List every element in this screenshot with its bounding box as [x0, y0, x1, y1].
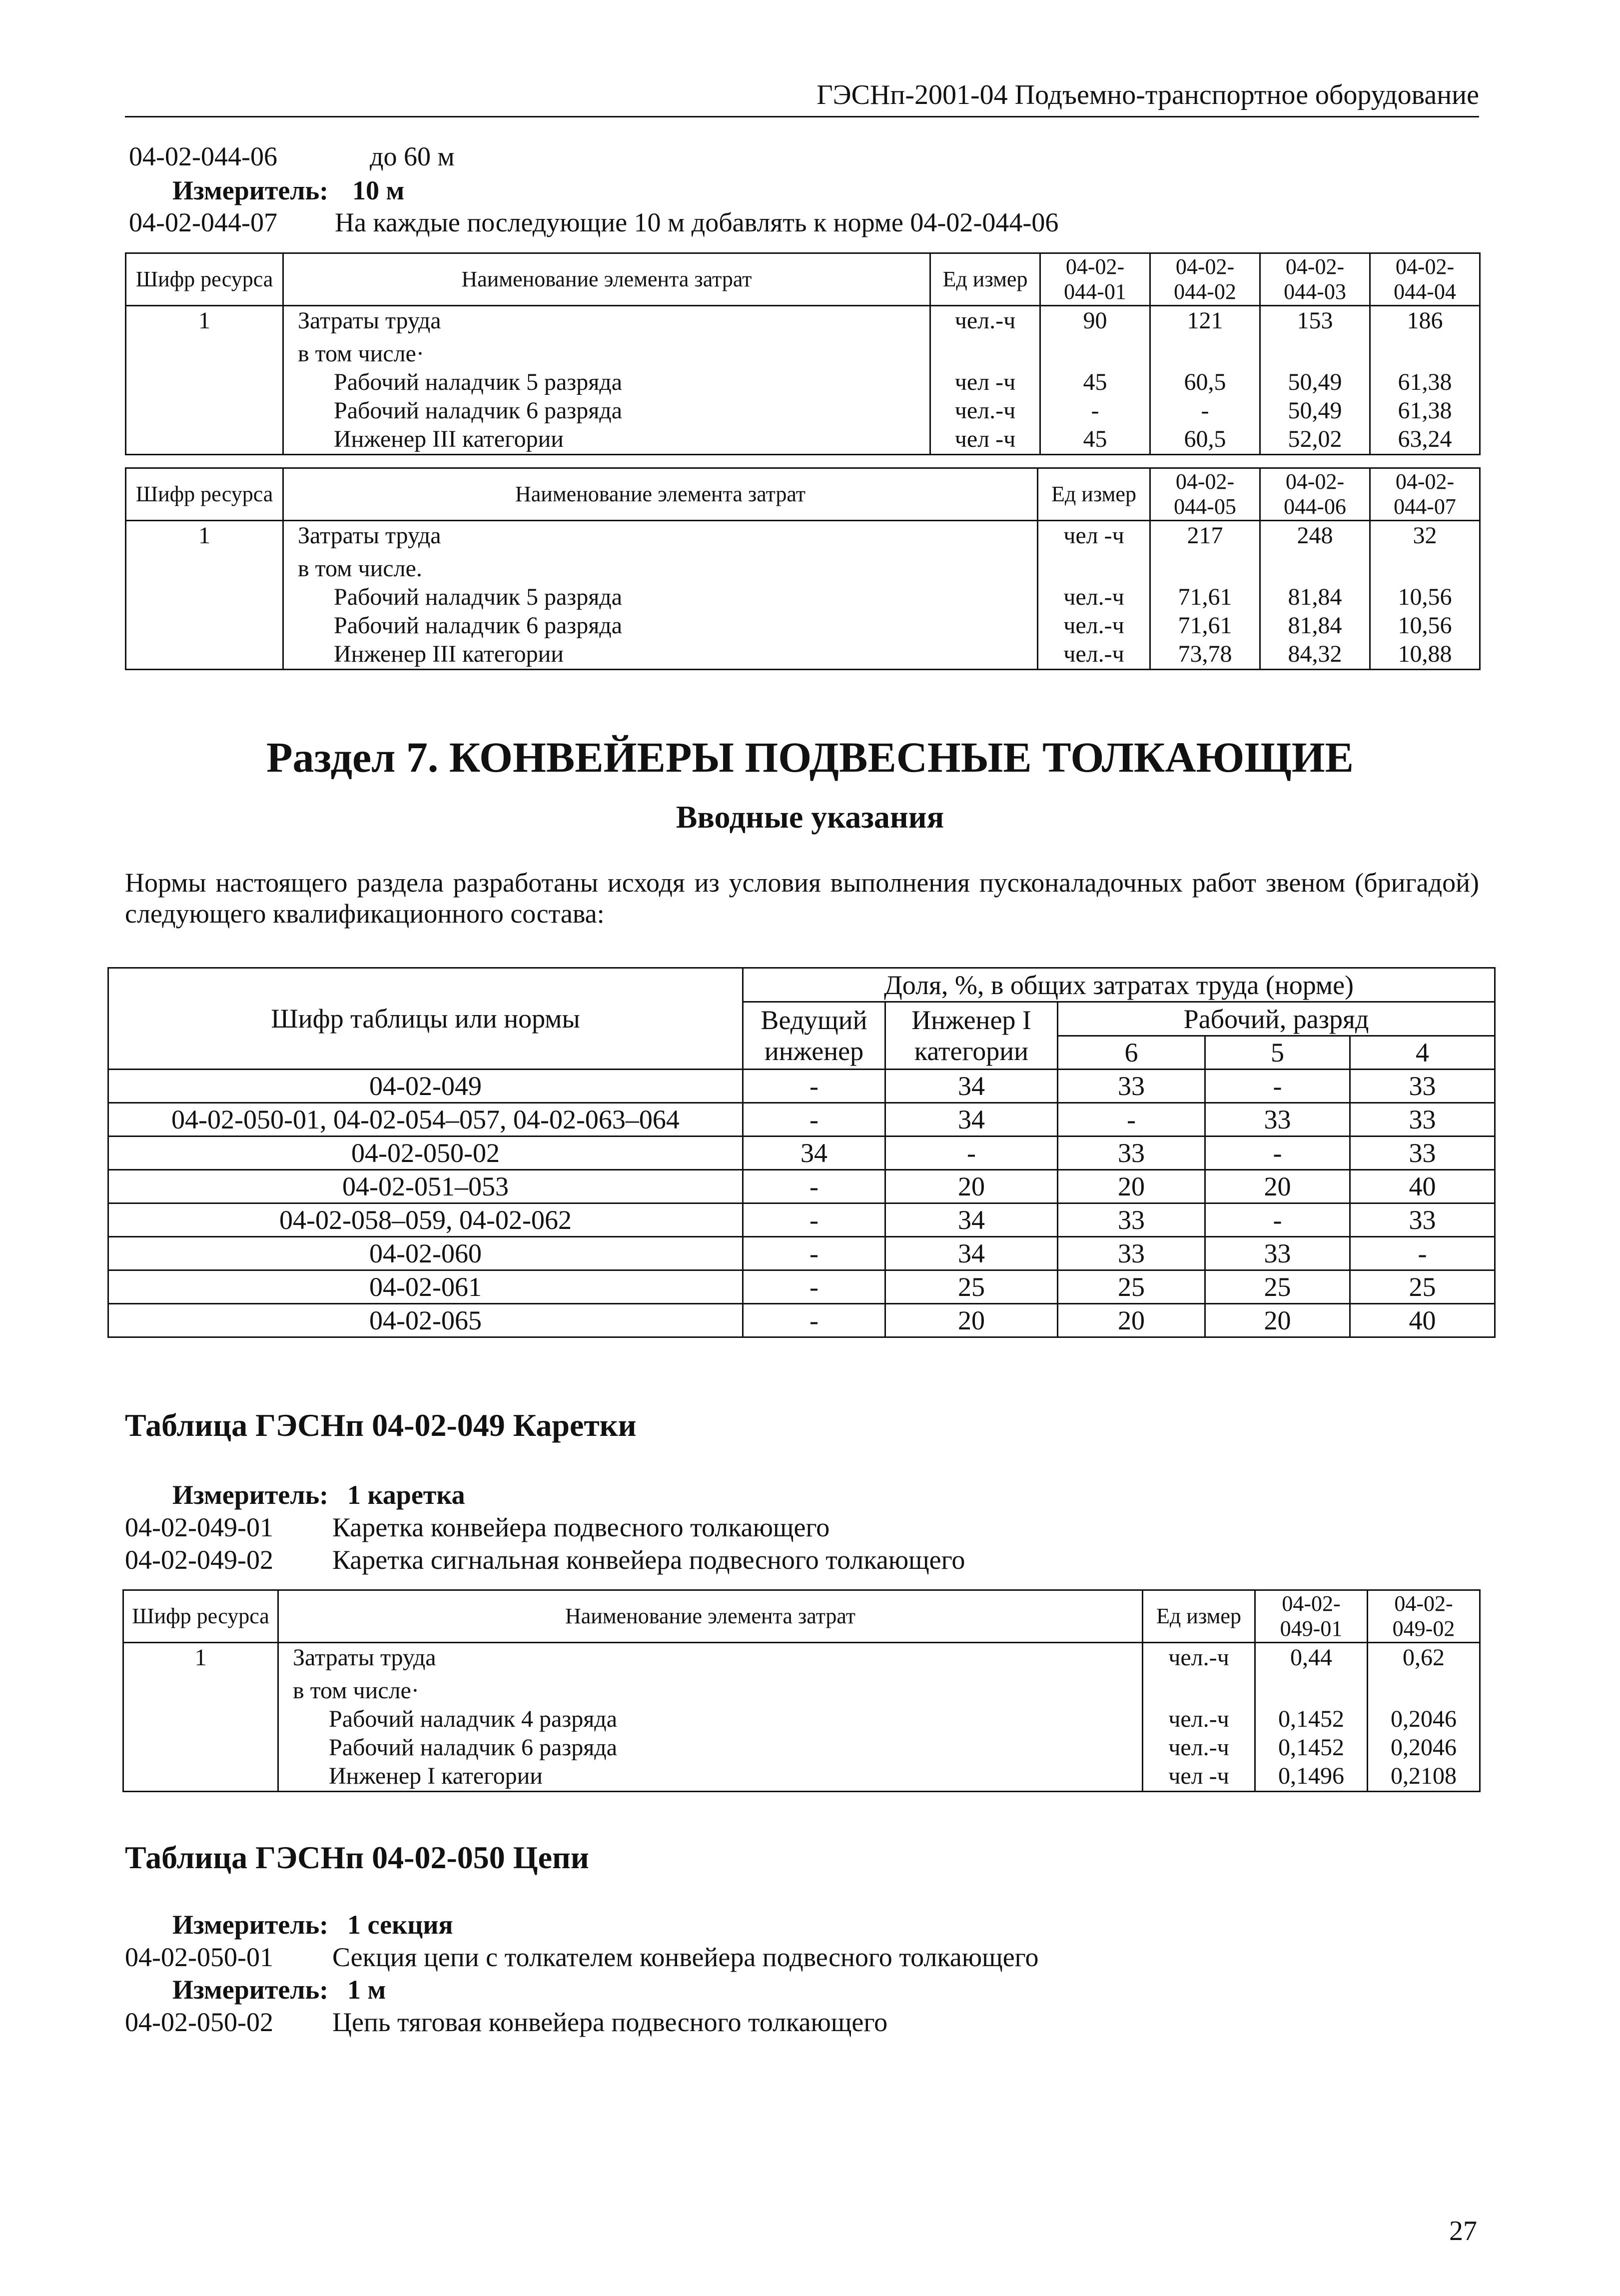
- cell: 20: [885, 1170, 1058, 1203]
- cell: 33: [1058, 1203, 1205, 1237]
- cell: чел -ч: [930, 425, 1040, 455]
- cell: 20: [1058, 1304, 1205, 1337]
- cell: 84,32: [1260, 640, 1370, 670]
- cell: 25: [1058, 1270, 1205, 1304]
- cell: -: [743, 1203, 885, 1237]
- meter-label: Измеритель:: [172, 1480, 329, 1510]
- cell: 33: [1350, 1137, 1495, 1170]
- cell: в том числе·: [278, 1676, 1143, 1705]
- grade-header: 4: [1350, 1036, 1495, 1070]
- cell: 10,56: [1370, 611, 1480, 640]
- table-row: [126, 640, 1480, 670]
- cell: 50,49: [1260, 396, 1370, 425]
- cell: 04-02-049: [108, 1070, 743, 1103]
- resource-table-049: [122, 1589, 1481, 1792]
- cell: 33: [1205, 1237, 1350, 1270]
- cell: 186: [1370, 306, 1480, 339]
- cell: чел -ч: [1143, 1762, 1255, 1792]
- cell: 20: [1205, 1170, 1350, 1203]
- col-header: 04-02- 044-05: [1150, 468, 1260, 521]
- norm-text: Каретка конвейера подвесного толкающего: [332, 1512, 830, 1542]
- col-header: [743, 1002, 885, 1070]
- table-title: Таблица ГЭСНп 04-02-050 Цепи: [125, 1840, 589, 1875]
- cell: Инженер III категории: [283, 640, 1038, 670]
- table-row: [108, 1270, 1495, 1304]
- table-title: Таблица ГЭСНп 04-02-049 Каретки: [125, 1407, 637, 1443]
- cell: 217: [1150, 521, 1260, 554]
- page-number: 27: [1449, 2216, 1477, 2247]
- cell: 90: [1040, 306, 1150, 339]
- cell: -: [743, 1103, 885, 1137]
- cell: 33: [1058, 1070, 1205, 1103]
- cell: 04-02-051–053: [108, 1170, 743, 1203]
- table-row: [108, 1237, 1495, 1270]
- cell: 34: [743, 1137, 885, 1170]
- crew-composition-table: [107, 967, 1496, 1338]
- col-header-line: инженер: [764, 1036, 864, 1066]
- cell: 34: [885, 1203, 1058, 1237]
- table-row: [108, 1203, 1495, 1237]
- table-row: [108, 1070, 1495, 1103]
- cell: 20: [1058, 1170, 1205, 1203]
- cell: 20: [1205, 1304, 1350, 1337]
- cell: 61,38: [1370, 368, 1480, 396]
- cell: Рабочий наладчик 6 разряда: [283, 396, 930, 425]
- table-row: [126, 521, 1480, 554]
- cell: чел.-ч: [1143, 1643, 1255, 1676]
- cell: 04-02-050-01, 04-02-054–057, 04-02-063–064: [108, 1103, 743, 1137]
- table-row: [123, 1733, 1480, 1762]
- norm-code: 04-02-044-06: [129, 141, 277, 171]
- cell: 25: [1350, 1270, 1495, 1304]
- col-header-line: Инженер I: [911, 1005, 1031, 1035]
- cell: 0,2108: [1368, 1762, 1480, 1792]
- col-header: Ед измер: [1038, 468, 1150, 521]
- cell: в том числе·: [283, 339, 930, 368]
- meter-value: 1 каретка: [347, 1480, 465, 1510]
- cell: -: [1058, 1103, 1205, 1137]
- cell: 0,44: [1255, 1643, 1368, 1676]
- cell: 32: [1370, 521, 1480, 554]
- cell: 33: [1350, 1203, 1495, 1237]
- table-row: [123, 1643, 1480, 1676]
- cell: Инженер I категории: [278, 1762, 1143, 1792]
- table-row: [126, 339, 1480, 368]
- table-row: [126, 396, 1480, 425]
- section-subtitle: Вводные указания: [676, 799, 944, 835]
- cell: -: [743, 1304, 885, 1337]
- col-header: Наименование элемента затрат: [283, 468, 1038, 521]
- cell: 33: [1350, 1070, 1495, 1103]
- col-header: Шифр ресурса: [123, 1590, 278, 1643]
- cell: 25: [1205, 1270, 1350, 1304]
- cell: 25: [885, 1270, 1058, 1304]
- table-row: [126, 306, 1480, 339]
- col-header: Шифр ресурса: [126, 253, 283, 306]
- cell: 50,49: [1260, 368, 1370, 396]
- resource-table-044-b: [125, 467, 1481, 670]
- cell: 81,84: [1260, 611, 1370, 640]
- cell: 0,1496: [1255, 1762, 1368, 1792]
- cell: чел.-ч: [930, 306, 1040, 339]
- cell: 20: [885, 1304, 1058, 1337]
- cell: 63,24: [1370, 425, 1480, 455]
- col-header-line: Ведущий: [761, 1005, 867, 1035]
- norm-text: Каретка сигнальная конвейера подвесного толкающего: [332, 1545, 965, 1575]
- cell: -: [1350, 1237, 1495, 1270]
- cell: чел.-ч: [1143, 1733, 1255, 1762]
- cell: Затраты труда: [278, 1643, 1143, 1676]
- grade-header: 5: [1205, 1036, 1350, 1070]
- cell: 61,38: [1370, 396, 1480, 425]
- cell: 04-02-065: [108, 1304, 743, 1337]
- cell: 60,5: [1150, 425, 1260, 455]
- cell: -: [743, 1237, 885, 1270]
- cell: 34: [885, 1237, 1058, 1270]
- norm-code: 04-02-050-01: [125, 1942, 273, 1972]
- table-row: [126, 368, 1480, 396]
- meter-label: Измеритель:: [172, 175, 329, 205]
- cell: 33: [1058, 1237, 1205, 1270]
- cell: 33: [1350, 1103, 1495, 1137]
- col-header: Ед измер: [930, 253, 1040, 306]
- cell: 04-02-050-02: [108, 1137, 743, 1170]
- table-row: [126, 611, 1480, 640]
- cell: 40: [1350, 1170, 1495, 1203]
- cell: 0,1452: [1255, 1733, 1368, 1762]
- resource-table-044-a: [125, 252, 1481, 455]
- norm-text: до 60 м: [370, 141, 455, 171]
- grade-header: 6: [1058, 1036, 1205, 1070]
- cell: 45: [1040, 425, 1150, 455]
- cell: 1: [126, 306, 283, 339]
- table-row: [123, 1705, 1480, 1733]
- cell: 34: [885, 1070, 1058, 1103]
- cell: Рабочий наладчик 6 разряда: [278, 1733, 1143, 1762]
- norm-code: 04-02-049-01: [125, 1512, 273, 1542]
- cell: -: [1205, 1137, 1350, 1170]
- cell: Рабочий наладчик 4 разряда: [278, 1705, 1143, 1733]
- cell: чел.-ч: [1038, 640, 1150, 670]
- cell: Инженер III категории: [283, 425, 930, 455]
- col-header: Ед измер: [1143, 1590, 1255, 1643]
- cell: -: [1150, 396, 1260, 425]
- cell: 248: [1260, 521, 1370, 554]
- cell: 1: [123, 1643, 278, 1676]
- cell: 0,2046: [1368, 1733, 1480, 1762]
- norm-text: Секция цепи с толкателем конвейера подвесного толкающего: [332, 1942, 1039, 1972]
- norm-code: 04-02-050-02: [125, 2007, 273, 2037]
- cell: -: [743, 1070, 885, 1103]
- norm-text: Цепь тяговая конвейера подвесного толкающего: [332, 2007, 888, 2037]
- table-row: [126, 583, 1480, 611]
- table-row: [123, 1762, 1480, 1792]
- cell: чел.-ч: [930, 396, 1040, 425]
- cell: -: [743, 1170, 885, 1203]
- col-header: Шифр ресурса: [126, 468, 283, 521]
- table-row: [108, 1304, 1495, 1337]
- running-header: ГЭСНп-2001-04 Подъемно-транспортное оборудование: [816, 79, 1479, 110]
- intro-paragraph: Нормы настоящего раздела разработаны исходя из условия выполнения пусконаладочных работ звеном (бригадой) следующего квалификационного состава:: [125, 868, 1479, 929]
- cell: 34: [885, 1103, 1058, 1137]
- meter-value: 10 м: [352, 175, 405, 205]
- cell: 0,62: [1368, 1643, 1480, 1676]
- cell: Затраты труда: [283, 521, 1038, 554]
- col-header: [885, 1002, 1058, 1070]
- col-header: Наименование элемента затрат: [278, 1590, 1143, 1643]
- cell: Рабочий наладчик 5 разряда: [283, 368, 930, 396]
- table-row: [108, 1137, 1495, 1170]
- cell: Затраты труда: [283, 306, 930, 339]
- table-row: [126, 554, 1480, 583]
- col-header: 04-02- 044-02: [1150, 253, 1260, 306]
- cell: 0,2046: [1368, 1705, 1480, 1733]
- cell: в том числе.: [283, 554, 1038, 583]
- cell: 60,5: [1150, 368, 1260, 396]
- table-row: [123, 1676, 1480, 1705]
- cell: 10,88: [1370, 640, 1480, 670]
- meter-label: Измеритель:: [172, 1910, 329, 1940]
- cell: чел.-ч: [1143, 1705, 1255, 1733]
- meter-label: Измеритель:: [172, 1975, 329, 2005]
- cell: 0,1452: [1255, 1705, 1368, 1733]
- norm-text: На каждые последующие 10 м добавлять к норме 04-02-044-06: [335, 207, 1059, 237]
- group-header: Доля, %, в общих затратах труда (норме): [743, 968, 1495, 1002]
- section-title: Раздел 7. КОНВЕЙЕРЫ ПОДВЕСНЫЕ ТОЛКАЮЩИЕ: [266, 733, 1354, 781]
- cell: 1: [126, 521, 283, 554]
- col-header: 04-02- 044-07: [1370, 468, 1480, 521]
- cell: 153: [1260, 306, 1370, 339]
- cell: чел.-ч: [1038, 611, 1150, 640]
- cell: -: [743, 1270, 885, 1304]
- cell: чел -ч: [930, 368, 1040, 396]
- cell: 45: [1040, 368, 1150, 396]
- col-header: Наименование элемента затрат: [283, 253, 930, 306]
- cell: 33: [1058, 1137, 1205, 1170]
- col-header: 04-02- 049-01: [1255, 1590, 1368, 1643]
- cell: 33: [1205, 1103, 1350, 1137]
- table-row: [126, 425, 1480, 455]
- cell: 40: [1350, 1304, 1495, 1337]
- cell: -: [885, 1137, 1058, 1170]
- cell: 121: [1150, 306, 1260, 339]
- cell: 71,61: [1150, 583, 1260, 611]
- col-header: 04-02- 044-01: [1040, 253, 1150, 306]
- cell: 81,84: [1260, 583, 1370, 611]
- header-rule: [125, 116, 1479, 117]
- col-header: Шифр таблицы или нормы: [108, 968, 743, 1070]
- meter-value: 1 м: [347, 1975, 386, 2005]
- cell: 04-02-060: [108, 1237, 743, 1270]
- cell: -: [1205, 1203, 1350, 1237]
- cell: чел.-ч: [1038, 583, 1150, 611]
- table-row: [108, 1170, 1495, 1203]
- col-header: 04-02- 044-03: [1260, 253, 1370, 306]
- cell: 71,61: [1150, 611, 1260, 640]
- col-header: 04-02- 044-06: [1260, 468, 1370, 521]
- col-header: 04-02- 044-04: [1370, 253, 1480, 306]
- group-header: Рабочий, разряд: [1058, 1002, 1495, 1036]
- cell: Рабочий наладчик 6 разряда: [283, 611, 1038, 640]
- cell: 04-02-061: [108, 1270, 743, 1304]
- meter-value: 1 секция: [347, 1910, 453, 1940]
- cell: -: [1040, 396, 1150, 425]
- table-row: [108, 1103, 1495, 1137]
- cell: 52,02: [1260, 425, 1370, 455]
- cell: 73,78: [1150, 640, 1260, 670]
- col-header-line: категории: [914, 1036, 1029, 1066]
- cell: чел -ч: [1038, 521, 1150, 554]
- cell: -: [1205, 1070, 1350, 1103]
- cell: 04-02-058–059, 04-02-062: [108, 1203, 743, 1237]
- norm-code: 04-02-044-07: [129, 207, 277, 237]
- col-header: 04-02- 049-02: [1368, 1590, 1480, 1643]
- norm-code: 04-02-049-02: [125, 1545, 273, 1575]
- cell: Рабочий наладчик 5 разряда: [283, 583, 1038, 611]
- cell: 10,56: [1370, 583, 1480, 611]
